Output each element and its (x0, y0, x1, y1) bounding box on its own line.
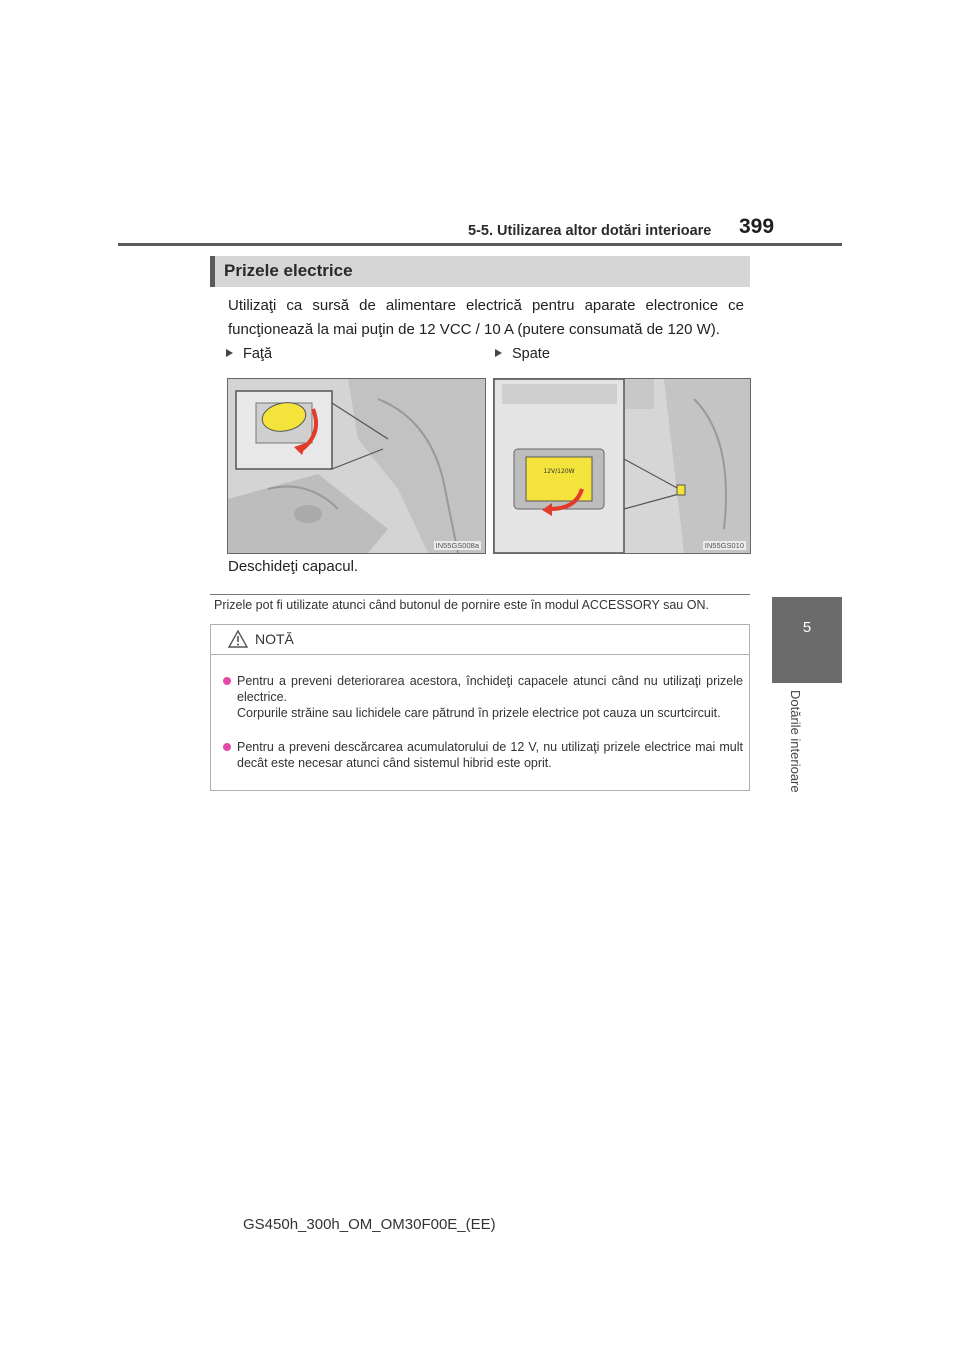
notice-heading: NOTĂ (255, 631, 294, 647)
notice-header (211, 625, 749, 655)
note-rule (210, 594, 750, 595)
running-header-title: 5-5. Utilizarea altor dotări interioare (468, 223, 712, 239)
socket-rating-text: 12V/120W (543, 468, 575, 475)
bullet-icon (223, 743, 231, 751)
rear-socket-illustration (493, 378, 751, 554)
notice-item-text: Pentru a preveni descărcarea acumulatorului de 12 V, nu utilizaţi prizele electrice mai mult decât este necesar atunci când sistemul hibrid este oprit. (237, 740, 743, 770)
notice-item-text: Corpurile străine sau lichidele care pătrund în prizele electrice pot cauza un scurtcircuit. (237, 706, 721, 720)
chapter-tab (772, 597, 842, 683)
section-title: Prizele electrice (224, 261, 353, 280)
notice-box (210, 624, 750, 791)
figure-caption-front: Faţă (226, 346, 272, 362)
rear-console-drawing (494, 379, 750, 553)
warning-triangle-icon (228, 630, 248, 648)
usage-note: Prizele pot fi utilizate atunci când butonul de pornire este în modul ACCESSORY sau ON. (214, 598, 709, 612)
caption-arrow-icon (226, 349, 233, 357)
intro-paragraph: Utilizaţi ca sursă de alimentare electrică pentru aparate electronice ce funcţionează la mai puţin de 12 VCC / 10 A (putere consumată de 120 W). (228, 297, 744, 338)
notice-item (223, 673, 743, 721)
page-number: 399 (739, 215, 775, 238)
notice-item (223, 739, 743, 771)
header-rule (118, 243, 842, 246)
figure-code: IN55GS008a (435, 541, 479, 550)
figure-caption-rear: Spate (495, 346, 550, 362)
notice-item-text: Pentru a preveni deteriorarea acestora, închideţi capacele atunci când nu utilizaţi prizele electrice. (237, 674, 743, 704)
section-heading-accent (210, 256, 215, 287)
document-code-footer: GS450h_300h_OM_OM30F00E_(EE) (243, 1216, 496, 1233)
section-heading (210, 256, 750, 287)
chapter-number: 5 (802, 619, 812, 636)
caption-arrow-icon (495, 349, 502, 357)
figure-code: IN55GS010 (704, 541, 744, 550)
chapter-label: Dotările interioare (788, 690, 803, 793)
front-console-drawing (228, 379, 485, 553)
bullet-icon (223, 677, 231, 685)
front-socket-illustration (227, 378, 486, 554)
step-instruction: Deschideţi capacul. (228, 558, 359, 575)
